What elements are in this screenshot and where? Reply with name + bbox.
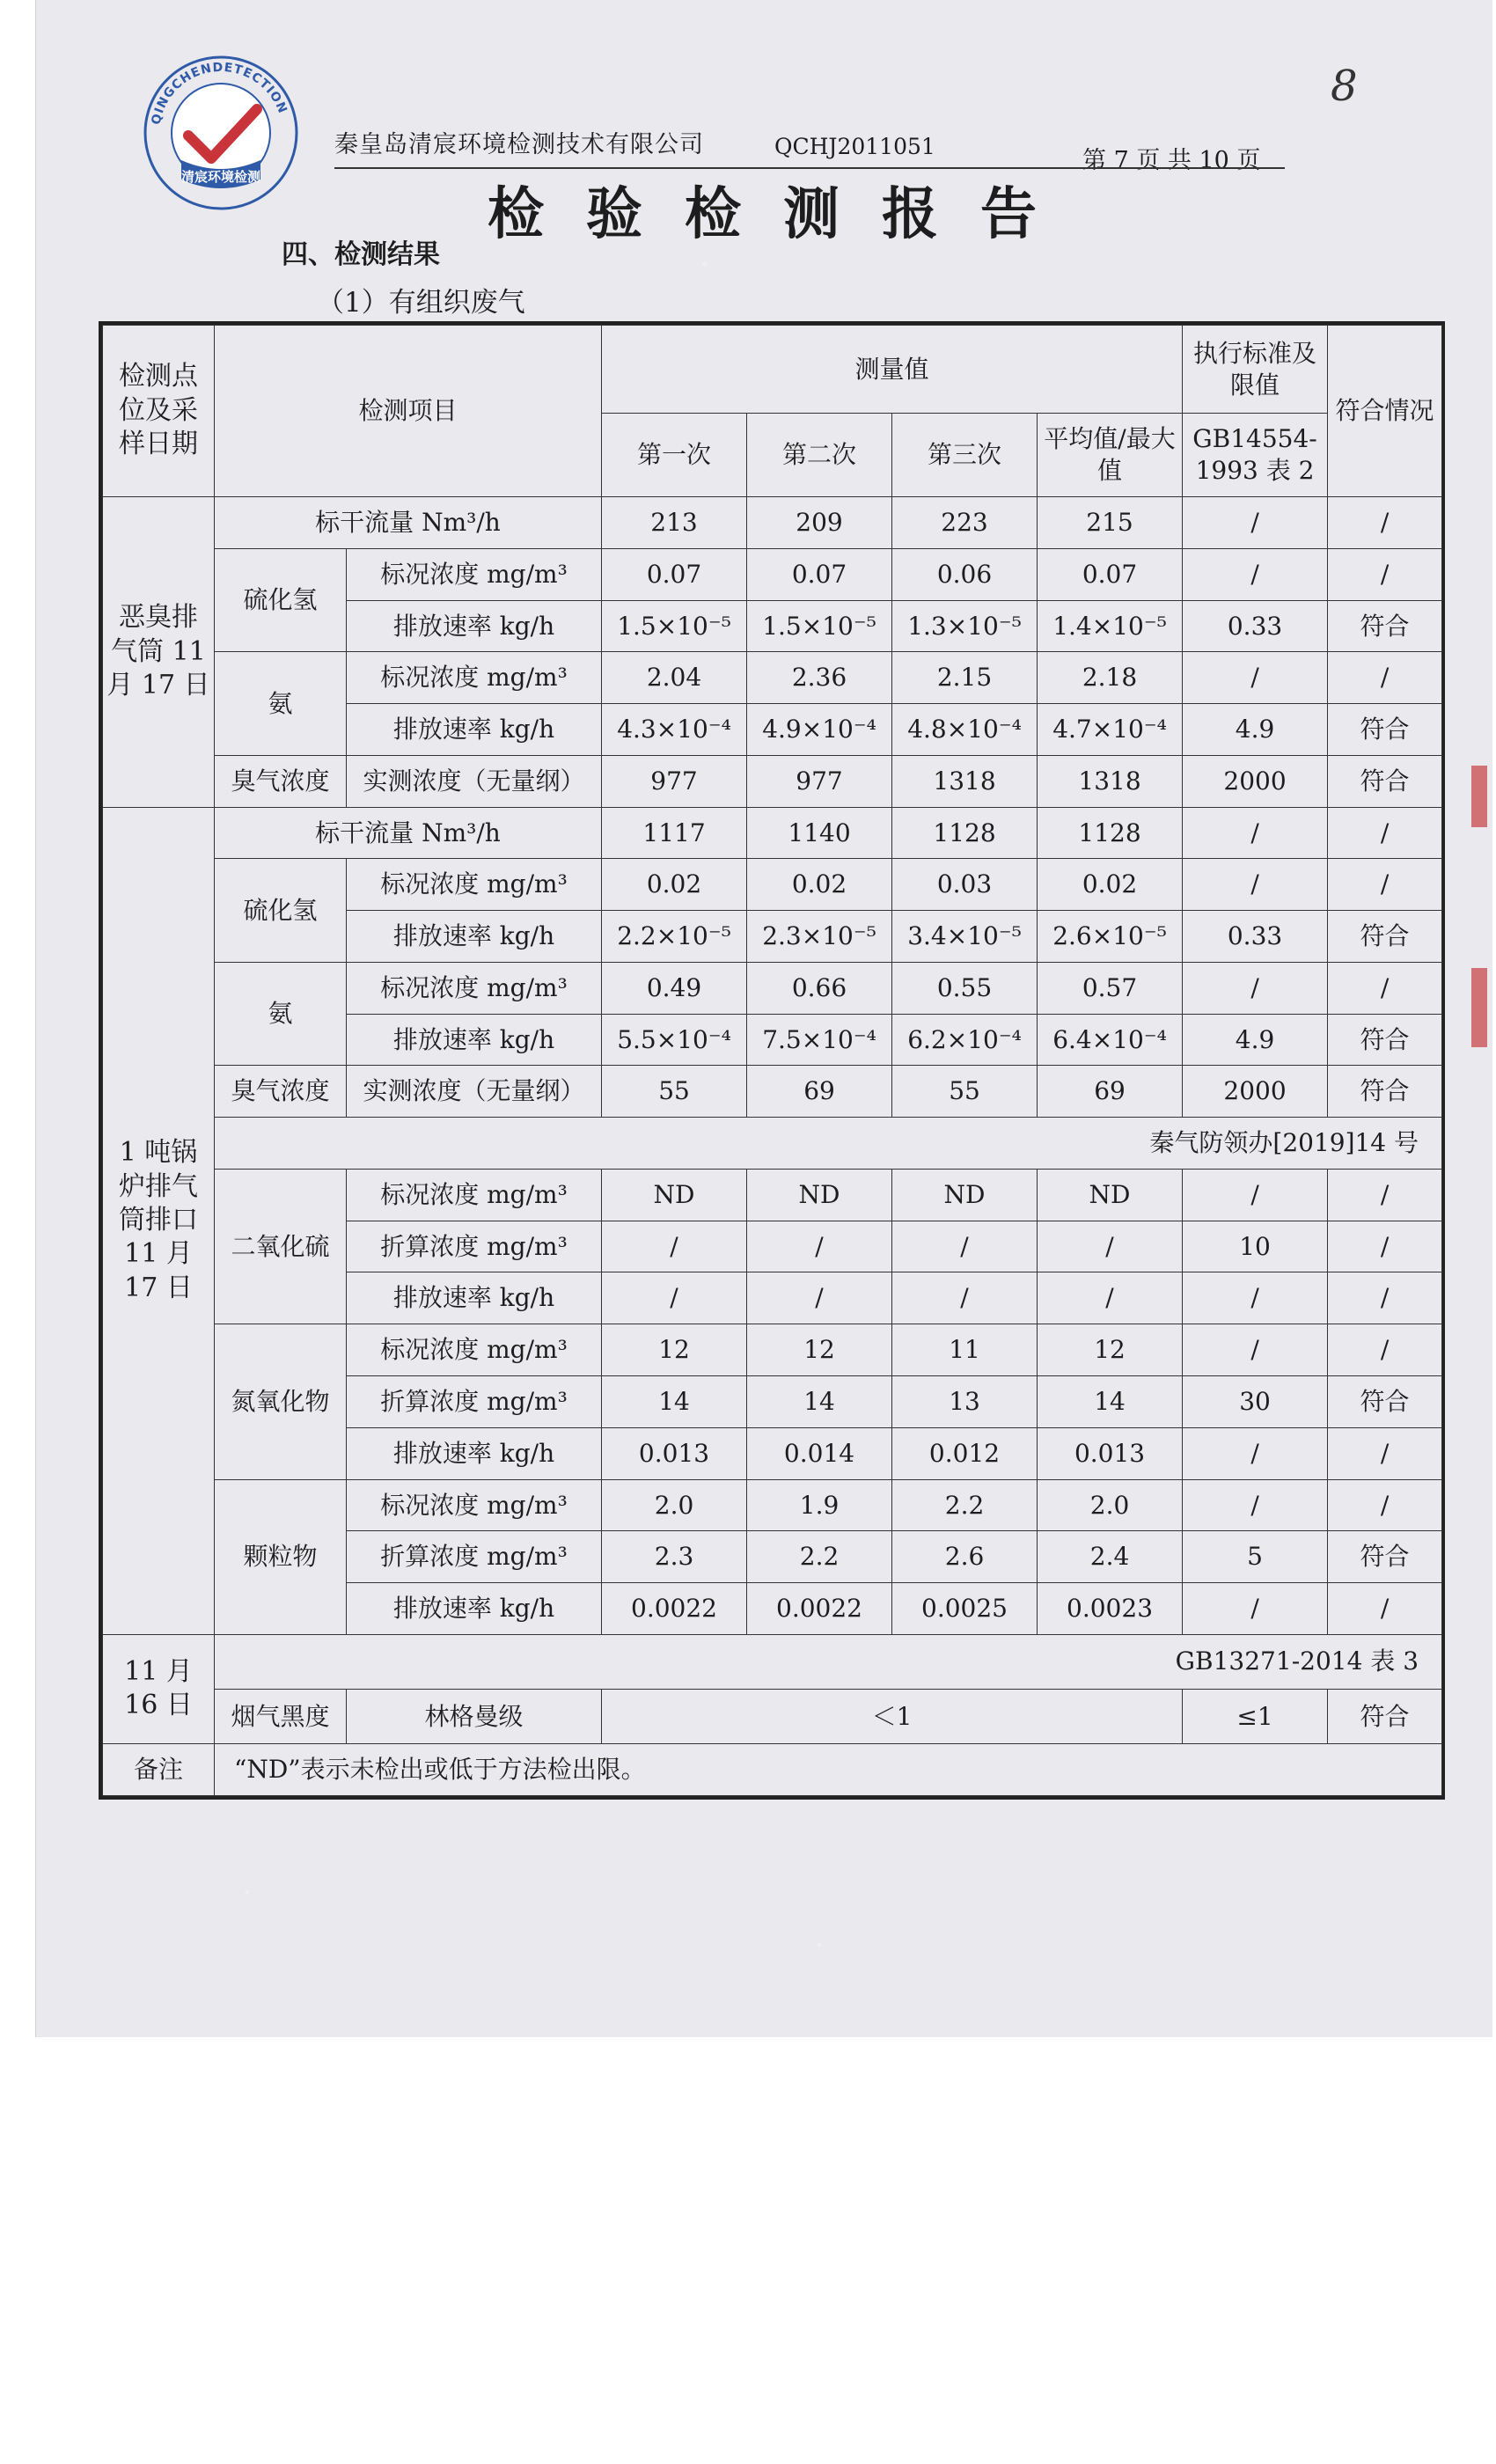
- value-cell: 14: [747, 1376, 892, 1428]
- section-heading: 四、检测结果: [282, 239, 440, 270]
- result-cell: /: [1328, 1427, 1442, 1479]
- value-cell: /: [602, 1272, 747, 1324]
- param-label: 折算浓度 mg/m³: [347, 1221, 602, 1272]
- pollutant-name: 硫化氢: [215, 859, 347, 963]
- value-cell: 69: [747, 1066, 892, 1118]
- value-cell: /: [1038, 1272, 1183, 1324]
- param-label: 排放速率 kg/h: [347, 911, 602, 963]
- value-cell: 7.5×10⁻⁴: [747, 1014, 892, 1066]
- table-row: [103, 1479, 1442, 1531]
- limit-cell: 2000: [1183, 1066, 1328, 1118]
- value-cell: 0.0022: [602, 1583, 747, 1635]
- value-cell: 0.0025: [892, 1583, 1038, 1635]
- value-cell: 1140: [747, 807, 892, 859]
- value-cell: 2.18: [1038, 652, 1183, 704]
- limit-cell: 0.33: [1183, 600, 1328, 652]
- limit-cell: 10: [1183, 1221, 1328, 1272]
- value-cell: 223: [892, 497, 1038, 549]
- header-measured: 测量值: [602, 326, 1183, 414]
- value-cell: 1128: [892, 807, 1038, 859]
- subsection-heading: （1）有组织废气: [317, 287, 525, 319]
- result-cell: /: [1328, 859, 1442, 911]
- value-cell: /: [747, 1221, 892, 1272]
- table-row: [103, 1169, 1442, 1221]
- value-cell: 0.66: [747, 962, 892, 1014]
- value-cell: 5.5×10⁻⁴: [602, 1014, 747, 1066]
- value-cell: 1128: [1038, 807, 1183, 859]
- report-title: 检验检测报告: [488, 182, 1079, 247]
- value-cell: ND: [1038, 1169, 1183, 1221]
- results-table: [102, 325, 1442, 1796]
- value-cell: 2.0: [1038, 1479, 1183, 1531]
- pollutant-name: 氮氧化物: [215, 1324, 347, 1479]
- table-row: [103, 497, 1442, 549]
- value-cell: /: [892, 1221, 1038, 1272]
- station-2-name: 1 吨锅炉排气筒排口 11 月 17 日: [103, 807, 215, 1634]
- pollutant-name: 臭气浓度: [215, 755, 347, 807]
- value-cell: 977: [747, 755, 892, 807]
- results-table-frame: [99, 321, 1445, 1800]
- header-first: 第一次: [602, 414, 747, 497]
- value-cell: 55: [892, 1066, 1038, 1118]
- value-cell: 0.02: [747, 859, 892, 911]
- value-cell: 2.2: [747, 1531, 892, 1583]
- smoke-value: ＜1: [602, 1689, 1183, 1743]
- limit-cell: /: [1183, 1583, 1328, 1635]
- header-third: 第三次: [892, 414, 1038, 497]
- value-cell: 1.9: [747, 1479, 892, 1531]
- table-row: [103, 1689, 1442, 1743]
- value-cell: 3.4×10⁻⁵: [892, 911, 1038, 963]
- flow-label: 标干流量 Nm³/h: [215, 497, 602, 549]
- value-cell: 0.55: [892, 962, 1038, 1014]
- logo-ring-text: QINGCHENDETECTION: [149, 60, 290, 127]
- value-cell: 2.6: [892, 1531, 1038, 1583]
- value-cell: 12: [1038, 1324, 1183, 1376]
- value-cell: 1.5×10⁻⁵: [747, 600, 892, 652]
- limit-cell: /: [1183, 859, 1328, 911]
- value-cell: 1318: [892, 755, 1038, 807]
- value-cell: 1.5×10⁻⁵: [602, 600, 747, 652]
- value-cell: 2.15: [892, 652, 1038, 704]
- value-cell: 0.012: [892, 1427, 1038, 1479]
- param-label: 排放速率 kg/h: [347, 1427, 602, 1479]
- remarks-label: 备注: [103, 1743, 215, 1795]
- param-label: 标况浓度 mg/m³: [347, 548, 602, 600]
- header-second: 第二次: [747, 414, 892, 497]
- limit-cell: /: [1183, 652, 1328, 704]
- value-cell: 0.02: [1038, 859, 1183, 911]
- param-label: 标况浓度 mg/m³: [347, 652, 602, 704]
- result-cell: /: [1328, 807, 1442, 859]
- value-cell: 6.4×10⁻⁴: [1038, 1014, 1183, 1066]
- value-cell: 0.07: [747, 548, 892, 600]
- result-cell: 符合: [1328, 1376, 1442, 1428]
- value-cell: 0.03: [892, 859, 1038, 911]
- value-cell: 14: [602, 1376, 747, 1428]
- header-standard: 执行标准及限值: [1183, 326, 1328, 414]
- param-label: 标况浓度 mg/m³: [347, 1479, 602, 1531]
- limit-cell: /: [1183, 1272, 1328, 1324]
- value-cell: /: [1038, 1221, 1183, 1272]
- table-row: [103, 962, 1442, 1014]
- limit-cell: 4.9: [1183, 704, 1328, 756]
- value-cell: 209: [747, 497, 892, 549]
- value-cell: 1117: [602, 807, 747, 859]
- result-cell: 符合: [1328, 1066, 1442, 1118]
- table-row: [103, 807, 1442, 859]
- limit-cell: 2000: [1183, 755, 1328, 807]
- limit-cell: /: [1183, 1427, 1328, 1479]
- result-cell: /: [1328, 548, 1442, 600]
- param-label: 标况浓度 mg/m³: [347, 1169, 602, 1221]
- header-standard-ref: GB14554-1993 表 2: [1183, 414, 1328, 497]
- value-cell: 2.3: [602, 1531, 747, 1583]
- value-cell: 12: [747, 1324, 892, 1376]
- value-cell: 0.013: [1038, 1427, 1183, 1479]
- value-cell: /: [892, 1272, 1038, 1324]
- table-row: [103, 755, 1442, 807]
- limit-cell: 0.33: [1183, 911, 1328, 963]
- limit-cell: 30: [1183, 1376, 1328, 1428]
- pollutant-name: 臭气浓度: [215, 1066, 347, 1118]
- value-cell: 0.49: [602, 962, 747, 1014]
- value-cell: 2.36: [747, 652, 892, 704]
- value-cell: 6.2×10⁻⁴: [892, 1014, 1038, 1066]
- value-cell: 2.3×10⁻⁵: [747, 911, 892, 963]
- param-label: 标况浓度 mg/m³: [347, 1324, 602, 1376]
- param-label: 林格曼级: [347, 1689, 602, 1743]
- pollutant-name: 二氧化硫: [215, 1169, 347, 1324]
- param-label: 排放速率 kg/h: [347, 1272, 602, 1324]
- param-label: 折算浓度 mg/m³: [347, 1531, 602, 1583]
- page-indicator: 第 7 页 共 10 页: [1082, 147, 1261, 174]
- value-cell: ND: [747, 1169, 892, 1221]
- table-row: [103, 1118, 1442, 1170]
- value-cell: 1318: [1038, 755, 1183, 807]
- param-label: 排放速率 kg/h: [347, 1014, 602, 1066]
- limit-cell: /: [1183, 548, 1328, 600]
- param-label: 实测浓度（无量纲）: [347, 755, 602, 807]
- param-label: 标况浓度 mg/m³: [347, 962, 602, 1014]
- value-cell: 0.0023: [1038, 1583, 1183, 1635]
- limit-cell: /: [1183, 497, 1328, 549]
- header-item: 检测项目: [215, 326, 602, 497]
- value-cell: 213: [602, 497, 747, 549]
- value-cell: 4.7×10⁻⁴: [1038, 704, 1183, 756]
- param-label: 排放速率 kg/h: [347, 1583, 602, 1635]
- param-label: 排放速率 kg/h: [347, 704, 602, 756]
- header-avg-max: 平均值/最大值: [1038, 414, 1183, 497]
- value-cell: ND: [602, 1169, 747, 1221]
- value-cell: 0.57: [1038, 962, 1183, 1014]
- value-cell: 12: [602, 1324, 747, 1376]
- value-cell: 215: [1038, 497, 1183, 549]
- result-cell: 符合: [1328, 755, 1442, 807]
- header-location: 检测点位及采样日期: [103, 326, 215, 497]
- handwritten-page-number: 8: [1331, 62, 1358, 111]
- value-cell: /: [602, 1221, 747, 1272]
- result-cell: 符合: [1328, 911, 1442, 963]
- flow-label: 标干流量 Nm³/h: [215, 807, 602, 859]
- pollutant-name: 烟气黑度: [215, 1689, 347, 1743]
- logo-banner-text: 清宸环境检测: [180, 169, 261, 185]
- value-cell: 4.9×10⁻⁴: [747, 704, 892, 756]
- limit-cell: /: [1183, 1324, 1328, 1376]
- value-cell: 0.014: [747, 1427, 892, 1479]
- result-cell: /: [1328, 1324, 1442, 1376]
- value-cell: 4.3×10⁻⁴: [602, 704, 747, 756]
- result-cell: /: [1328, 1583, 1442, 1635]
- table-row: [103, 1743, 1442, 1795]
- result-cell: 符合: [1328, 600, 1442, 652]
- result-cell: /: [1328, 1221, 1442, 1272]
- result-cell: /: [1328, 497, 1442, 549]
- pollutant-name: 颗粒物: [215, 1479, 347, 1634]
- result-cell: 符合: [1328, 1689, 1442, 1743]
- value-cell: ND: [892, 1169, 1038, 1221]
- value-cell: 1.4×10⁻⁵: [1038, 600, 1183, 652]
- param-label: 折算浓度 mg/m³: [347, 1376, 602, 1428]
- param-label: 实测浓度（无量纲）: [347, 1066, 602, 1118]
- result-cell: 符合: [1328, 1014, 1442, 1066]
- table-row: [103, 1634, 1442, 1689]
- value-cell: 0.02: [602, 859, 747, 911]
- table-row: [103, 652, 1442, 704]
- value-cell: /: [747, 1272, 892, 1324]
- pollutant-name: 氨: [215, 962, 347, 1066]
- boiler-standard-ref: 秦气防领办[2019]14 号: [215, 1118, 1442, 1170]
- param-label: 排放速率 kg/h: [347, 600, 602, 652]
- result-cell: /: [1328, 962, 1442, 1014]
- value-cell: 2.04: [602, 652, 747, 704]
- table-row: [103, 859, 1442, 911]
- result-cell: /: [1328, 1272, 1442, 1324]
- value-cell: 2.2×10⁻⁵: [602, 911, 747, 963]
- value-cell: 2.4: [1038, 1531, 1183, 1583]
- remarks-text: “ND”表示未检出或低于方法检出限。: [215, 1743, 1442, 1795]
- value-cell: 1.3×10⁻⁵: [892, 600, 1038, 652]
- value-cell: 11: [892, 1324, 1038, 1376]
- value-cell: 0.07: [1038, 548, 1183, 600]
- result-cell: 符合: [1328, 1531, 1442, 1583]
- smoke-date: 11 月 16 日: [103, 1634, 215, 1743]
- table-row: [103, 548, 1442, 600]
- pollutant-name: 硫化氢: [215, 548, 347, 652]
- value-cell: 55: [602, 1066, 747, 1118]
- value-cell: 4.8×10⁻⁴: [892, 704, 1038, 756]
- edge-stain: [1471, 766, 1487, 827]
- value-cell: 69: [1038, 1066, 1183, 1118]
- station-1-name: 恶臭排气筒 11 月 17 日: [103, 497, 215, 808]
- result-cell: 符合: [1328, 704, 1442, 756]
- table-row: [103, 1066, 1442, 1118]
- value-cell: 2.6×10⁻⁵: [1038, 911, 1183, 963]
- value-cell: 2.0: [602, 1479, 747, 1531]
- param-label: 标况浓度 mg/m³: [347, 859, 602, 911]
- limit-cell: 4.9: [1183, 1014, 1328, 1066]
- value-cell: 2.2: [892, 1479, 1038, 1531]
- value-cell: 0.0022: [747, 1583, 892, 1635]
- limit-cell: /: [1183, 807, 1328, 859]
- value-cell: 0.013: [602, 1427, 747, 1479]
- value-cell: 0.06: [892, 548, 1038, 600]
- limit-cell: ≤1: [1183, 1689, 1328, 1743]
- report-code: QCHJ2011051: [774, 134, 935, 159]
- value-cell: 14: [1038, 1376, 1183, 1428]
- result-cell: /: [1328, 1169, 1442, 1221]
- value-cell: 13: [892, 1376, 1038, 1428]
- result-cell: /: [1328, 652, 1442, 704]
- company-name: 秦皇岛清宸环境检测技术有限公司: [334, 131, 704, 158]
- smoke-standard-ref: GB13271-2014 表 3: [215, 1634, 1442, 1689]
- limit-cell: /: [1183, 1479, 1328, 1531]
- header-compliance: 符合情况: [1328, 326, 1442, 497]
- edge-stain: [1471, 968, 1487, 1047]
- pollutant-name: 氨: [215, 652, 347, 756]
- company-seal-logo: [143, 55, 299, 211]
- limit-cell: /: [1183, 1169, 1328, 1221]
- limit-cell: 5: [1183, 1531, 1328, 1583]
- result-cell: /: [1328, 1479, 1442, 1531]
- table-row: [103, 1324, 1442, 1376]
- value-cell: 977: [602, 755, 747, 807]
- limit-cell: /: [1183, 962, 1328, 1014]
- value-cell: 0.07: [602, 548, 747, 600]
